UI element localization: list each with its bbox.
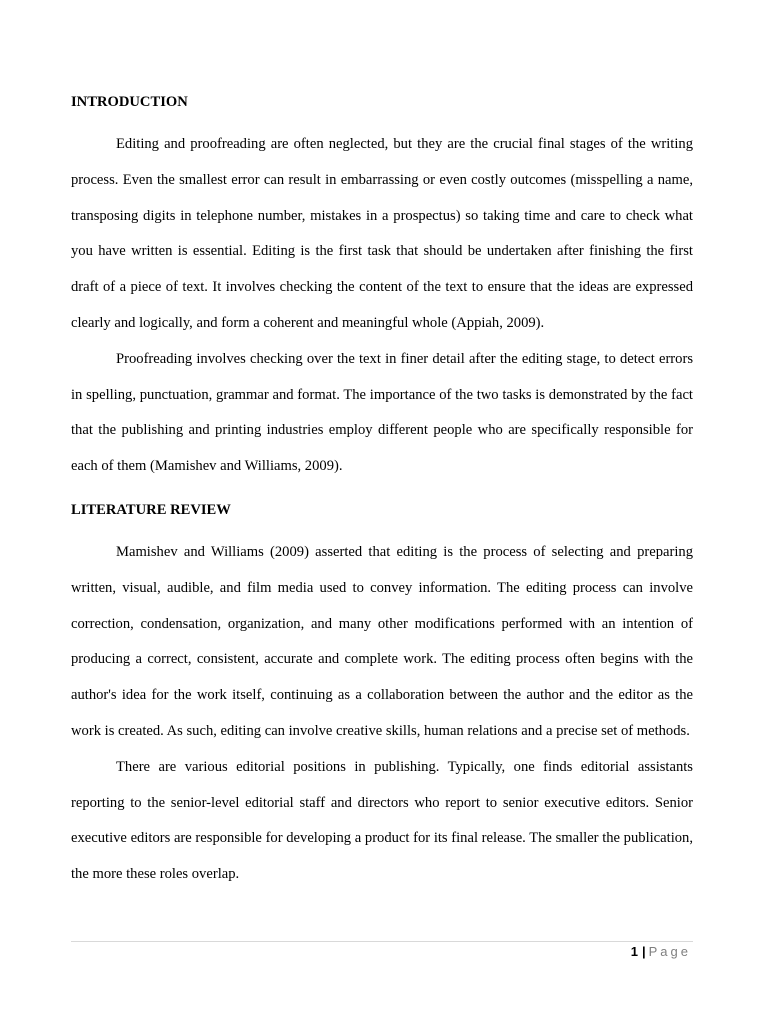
footer-separator: | xyxy=(641,944,646,959)
section-heading-literature-review: LITERATURE REVIEW xyxy=(71,501,231,518)
document-body xyxy=(71,91,693,893)
paragraph: Mamishev and Williams (2009) asserted that editing is the process of selecting and preparing written, visual, audible, and film media used to convey information. The editing process can involve correction, condensation, organization, and many other modifications performed with an intention of producing a correct, consistent, accurate and complete work. The editing process often begins with the author's idea for the work itself, continuing as a collaboration between the author and the editor as the work is created. As such, editing can involve creative skills, human relations and a precise set of methods. xyxy=(71,543,693,739)
paragraph: There are various editorial positions in publishing. Typically, one finds editorial assistants reporting to the senior-level editorial staff and directors who report to senior executive editors. Senior executive editors are responsible for developing a product for its final release. The smaller the publication, the more these roles overlap. xyxy=(71,758,693,883)
paragraph: Editing and proofreading are often neglected, but they are the crucial final stages of the writing process. Even the smallest error can result in embarrassing or even costly outcomes (misspelling a name, transposing digits in telephone number, mistakes in a prospectus) so taking time and care to check what you have written is essential. Editing is the first task that should be undertaken after finishing the first draft of a piece of text. It involves checking the content of the text to ensure that the ideas are expressed clearly and logically, and form a coherent and meaningful whole (Appiah, 2009). xyxy=(71,136,693,331)
footer-divider xyxy=(71,941,693,942)
section-heading-introduction: INTRODUCTION xyxy=(71,94,188,110)
paragraph: Proofreading involves checking over the text in finer detail after the editing stage, to detect errors in spelling, punctuation, grammar and format. The importance of the two tasks is demonstrated by the fact that the publishing and printing industries employ different people who are specifically responsible for each of them (Mamishev and Williams, 2009). xyxy=(71,350,693,475)
page-label: Page xyxy=(648,944,691,959)
page-number: 1 xyxy=(630,944,638,959)
page-footer xyxy=(631,943,691,961)
